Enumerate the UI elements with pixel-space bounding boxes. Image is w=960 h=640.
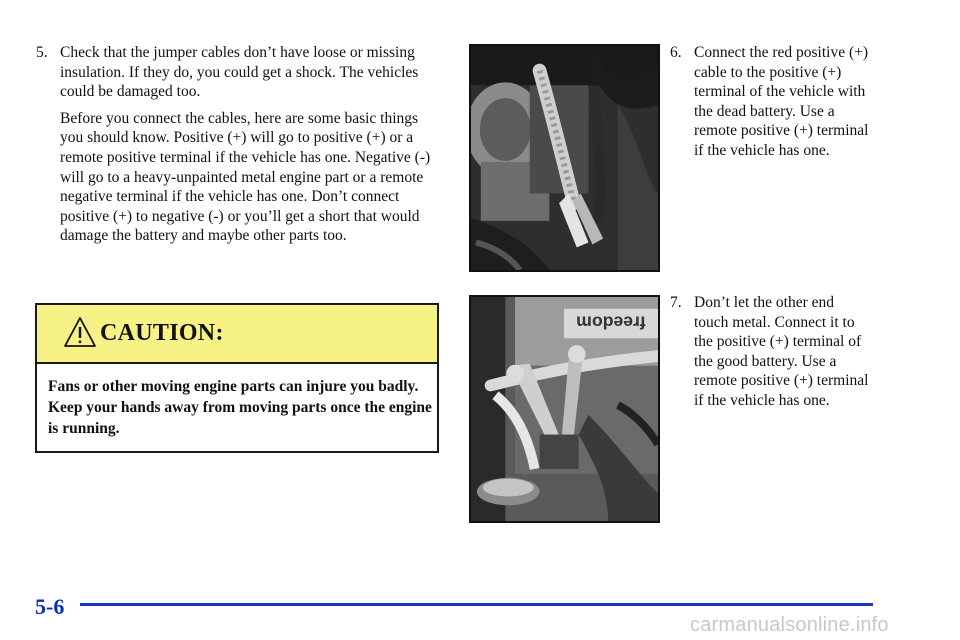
step-paragraph: Don’t let the other end touch metal. Connect it to the positive (+) terminal of the good battery. Use a remote positive (+) terminal if the vehicle has one. bbox=[694, 294, 869, 409]
step-number: 7. bbox=[670, 294, 682, 311]
step-body bbox=[694, 43, 870, 161]
caution-text: Fans or other moving engine parts can injure you badly. Keep your hands away from moving parts once the engine is running. bbox=[48, 378, 432, 437]
step-number: 5. bbox=[36, 44, 48, 61]
step-6 bbox=[670, 43, 870, 213]
step-number: 6. bbox=[670, 44, 682, 61]
caution-banner bbox=[37, 305, 437, 364]
step-paragraph: Check that the jumper cables don’t have loose or missing insulation. If they do, you could get a shock. The vehicles could be damaged too. bbox=[60, 44, 419, 101]
battery-brand-label: freedom bbox=[576, 312, 646, 333]
step-body bbox=[694, 293, 870, 411]
step-paragraph: Before you connect the cables, here are some basic things you should know. Positive (+) will go to positive (+) or a remote positive terminal if the vehicle has one. Negative (-) will go to a heavy-unpainted metal engine part or a remote negative terminal if the vehicle has one. Don’t connect positive (+) to negative (-) or you’ll get a short that would damage the battery and maybe other parts too. bbox=[60, 109, 431, 245]
battery-clamp-photo bbox=[469, 295, 660, 523]
caution-title: CAUTION: bbox=[100, 320, 224, 346]
step-paragraph: Connect the red positive (+) cable to the positive (+) terminal of the vehicle with the dead battery. Use a remote positive (+) terminal if the vehicle has one. bbox=[694, 44, 869, 159]
engine-clamp-photo bbox=[469, 44, 660, 272]
footer-rule bbox=[80, 603, 873, 606]
step-body bbox=[60, 43, 440, 246]
engine-clamp-image bbox=[471, 46, 658, 270]
page-number: 5-6 bbox=[35, 594, 65, 619]
warning-triangle-icon bbox=[63, 316, 97, 348]
caution-box bbox=[35, 303, 439, 453]
watermark: carmanualsonline.info bbox=[690, 614, 889, 636]
step-5 bbox=[36, 43, 440, 293]
step-7 bbox=[670, 293, 870, 433]
battery-clamp-image bbox=[471, 297, 658, 521]
